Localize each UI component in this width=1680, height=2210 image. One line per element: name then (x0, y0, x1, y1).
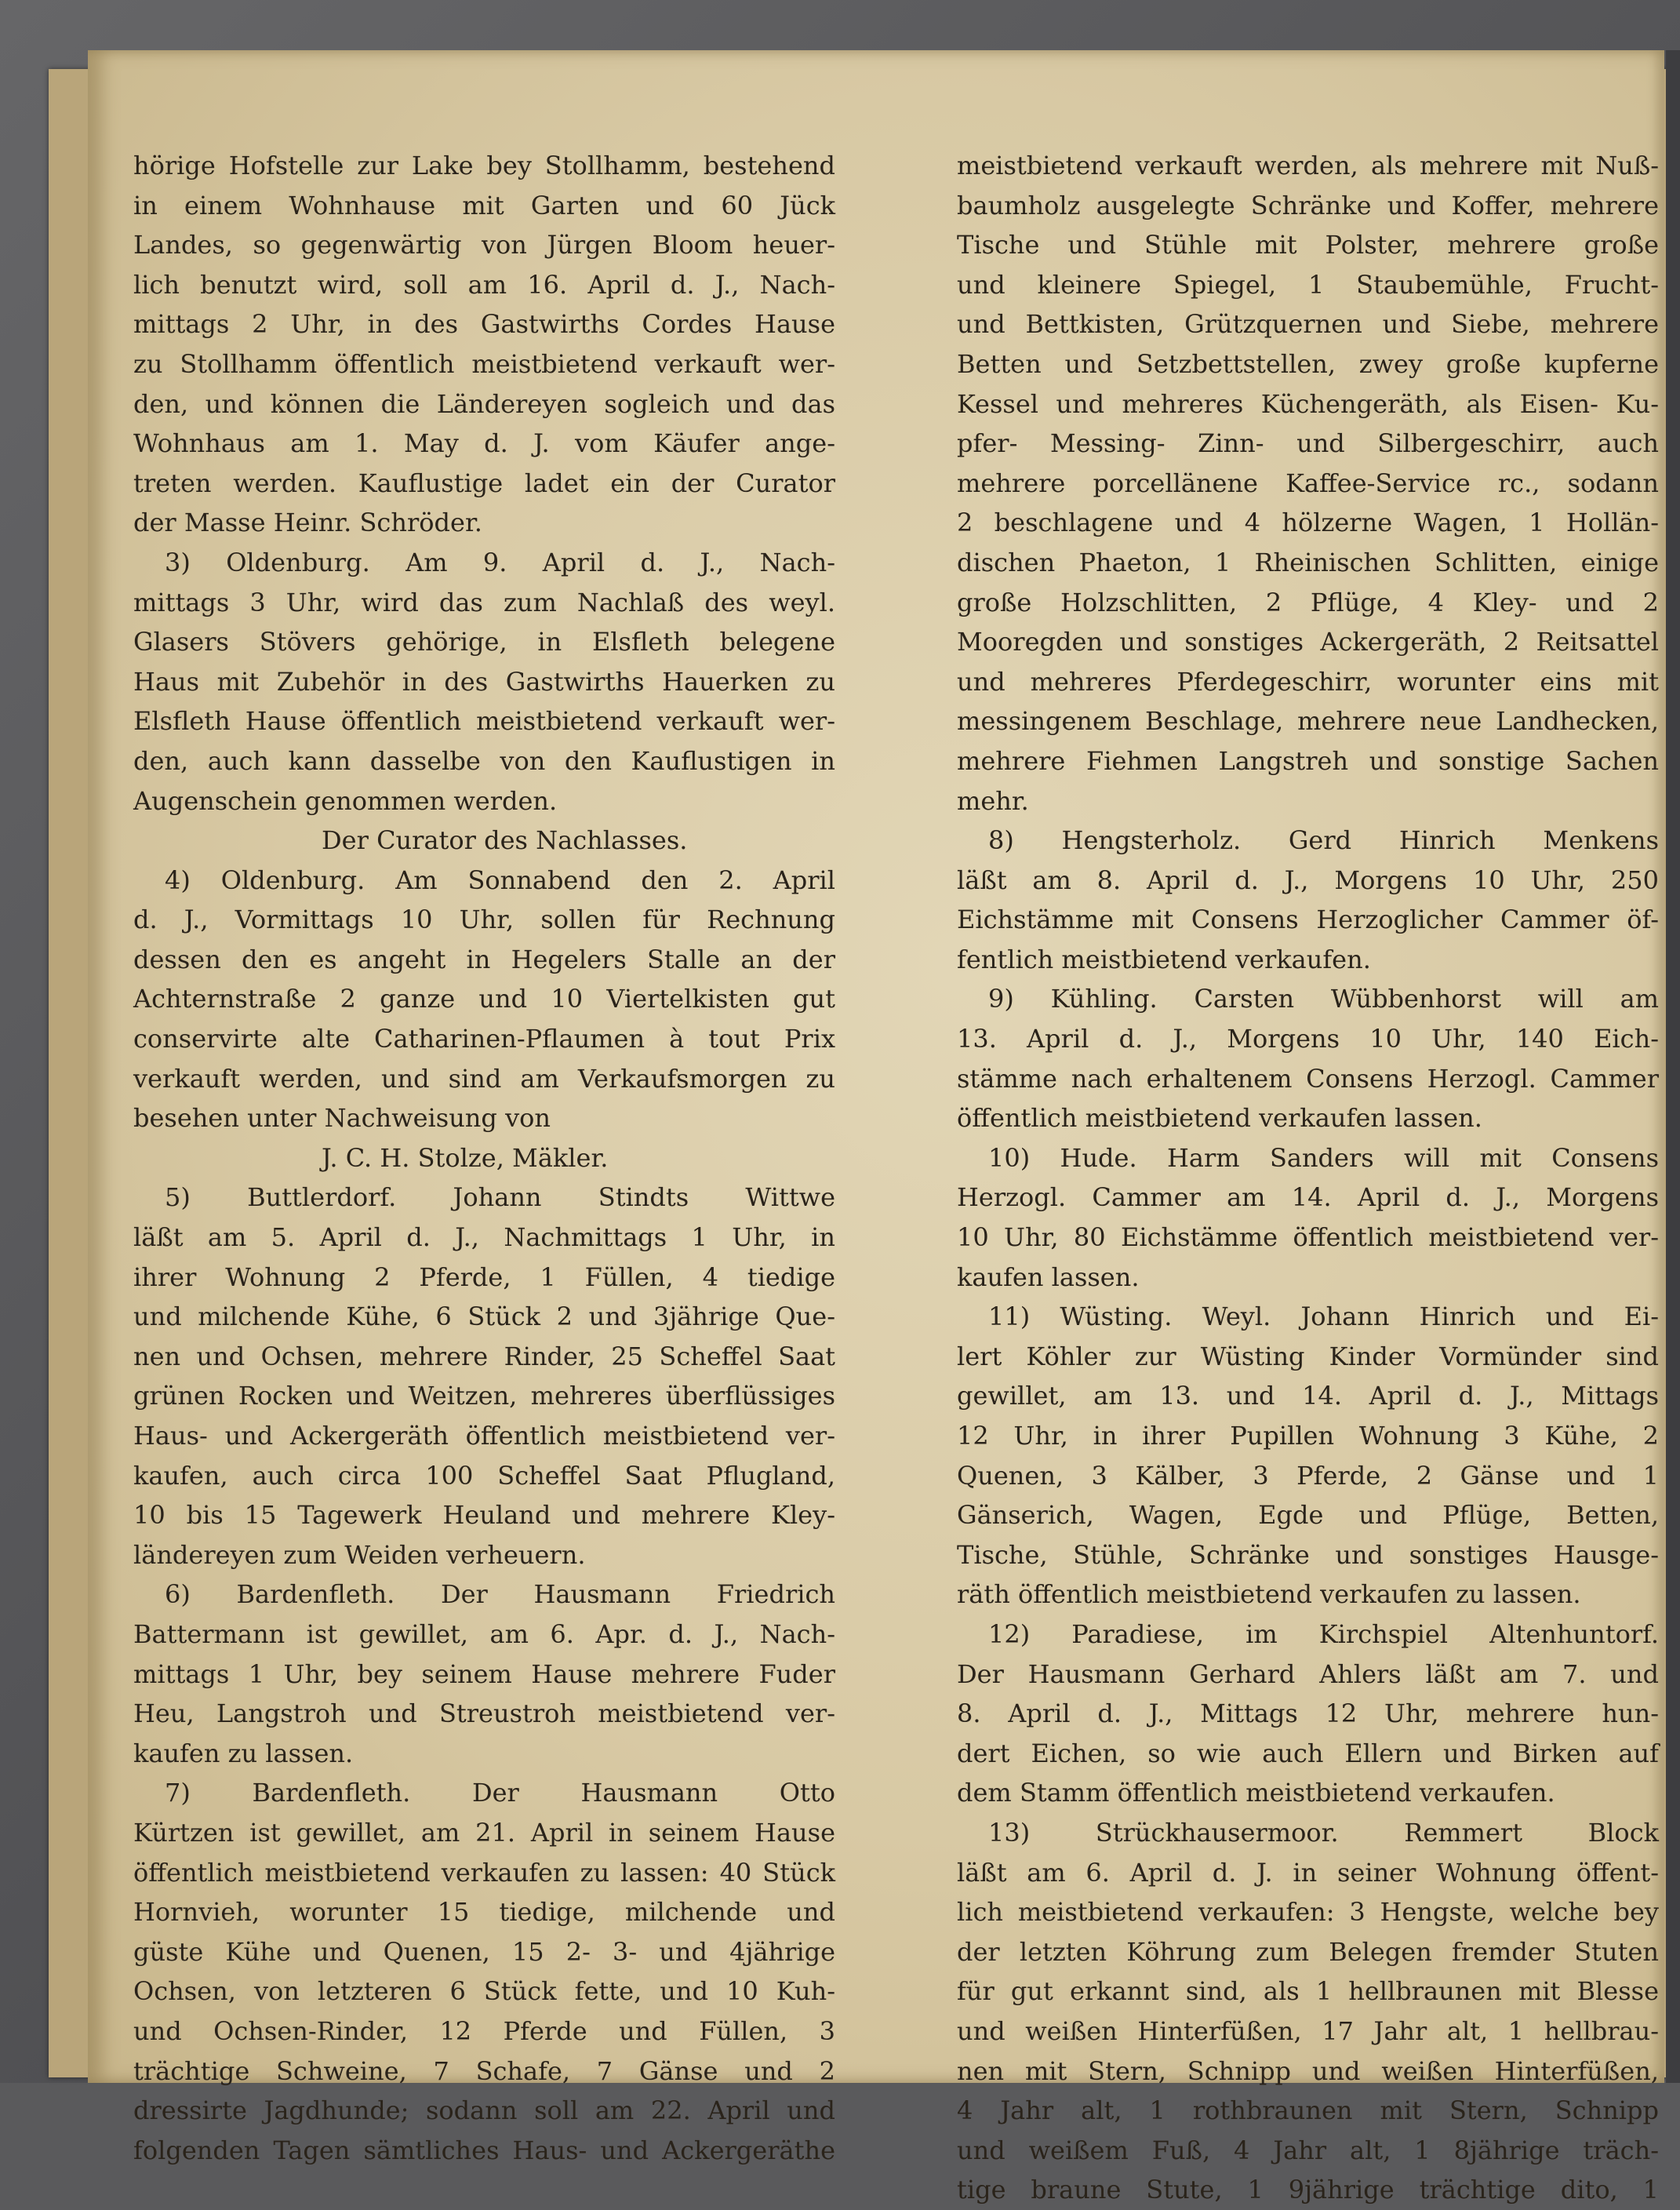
text-line: zu Stollhamm öffentlich meistbietend verkauft wer- (133, 348, 835, 379)
text-line: Der Hausmann Gerhard Ahlers läßt am 7. und (957, 1658, 1659, 1689)
text-line: und weißen Hinterfüßen, 17 Jahr alt, 1 hellbrau- (957, 2015, 1659, 2046)
text-line: Betten und Setzbettstellen, zwey große kupferne (957, 348, 1659, 379)
text-line: mittags 2 Uhr, in des Gastwirths Cordes Hause (133, 309, 835, 340)
text-line: Tische und Stühle mit Polster, mehrere große (957, 230, 1659, 260)
text-line: ländereyen zum Weiden verheuern. (133, 1539, 586, 1570)
text-line: und kleinere Spiegel, 1 Staubemühle, Frucht- (957, 269, 1659, 300)
text-line: 10) Hude. Harm Sanders will mit Consens (988, 1142, 1659, 1173)
text-line: lich meistbietend verkaufen: 3 Hengste, welche bey (957, 1897, 1659, 1928)
text-line: stämme nach erhaltenem Consens Herzogl. Cammer (957, 1063, 1659, 1094)
text-line: baumholz ausgelegte Schränke und Koffer, mehrere (957, 190, 1659, 220)
text-line: meistbietend verkauft werden, als mehrere mit Nuß- (957, 151, 1659, 180)
text-line: mittags 1 Uhr, bey seinem Hause mehrere Fuder (133, 1658, 835, 1689)
text-line: fentlich meistbietend verkaufen. (957, 944, 1371, 974)
text-line: mehrere porcellänene Kaffee-Service rc., sodann (957, 468, 1659, 498)
text-line: pfer- Messing- Zinn- und Silbergeschirr, auch (957, 428, 1659, 459)
text-line: treten werden. Kauflustige ladet ein der Curator (133, 468, 835, 498)
text-line: lert Köhler zur Wüsting Kinder Vormünder sind (957, 1341, 1659, 1371)
text-line: 13) Strückhausermoor. Remmert Block (988, 1817, 1659, 1848)
text-line: läßt am 8. April d. J., Morgens 10 Uhr, 250 (957, 865, 1659, 895)
text-line: 5) Buttlerdorf. Johann Stindts Wittwe (165, 1182, 835, 1213)
text-line: dischen Phaeton, 1 Rheinischen Schlitten, einige (957, 547, 1659, 577)
text-line: 12 Uhr, in ihrer Pupillen Wohnung 3 Kühe, 2 (957, 1421, 1659, 1451)
text-line: läßt am 6. April d. J. in seiner Wohnung öffent- (957, 1857, 1659, 1888)
text-line: 8. April d. J., Mittags 12 Uhr, mehrere hun- (957, 1698, 1659, 1729)
text-line: 10 bis 15 Tagewerk Heuland und mehrere Kley- (133, 1500, 835, 1531)
text-line: trächtige Schweine, 7 Schafe, 7 Gänse und 2 (133, 2055, 835, 2086)
text-line: 2 beschlagene und 4 hölzerne Wagen, 1 Hollän- (957, 508, 1659, 538)
text-line: 7) Bardenfleth. Der Hausmann Otto (165, 1778, 835, 1808)
text-line: mittags 3 Uhr, wird das zum Nachlaß des weyl. (133, 587, 835, 617)
text-line: 4 Jahr alt, 1 rothbraunen mit Stern, Schnipp (957, 2095, 1659, 2126)
text-line: Glasers Stövers gehörige, in Elsfleth belegene (133, 627, 835, 657)
text-line: Ochsen, von letzteren 6 Stück fette, und 10 Kuh- (133, 1976, 835, 2007)
text-line: grünen Rocken und Weitzen, mehreres überflüssiges (133, 1381, 835, 1411)
text-line: kaufen lassen. (957, 1262, 1140, 1292)
text-line: für gut erkannt sind, als 1 hellbraunen mit Blesse (957, 1976, 1659, 2007)
text-line: kaufen zu lassen. (133, 1738, 354, 1768)
text-line: nen mit Stern, Schnipp und weißen Hinterfüßen, (957, 2055, 1659, 2086)
text-line: Quenen, 3 Kälber, 3 Pferde, 2 Gänse und 1 (957, 1460, 1659, 1491)
text-line: messingenem Beschlage, mehrere neue Landhecken, (957, 706, 1659, 737)
text-line: Mooregden und sonstiges Ackergeräth, 2 Reitsattel (957, 627, 1659, 657)
text-line: Elsfleth Hause öffentlich meistbietend verkauft wer- (133, 706, 835, 737)
text-line: 10 Uhr, 80 Eichstämme öffentlich meistbietend ver- (957, 1222, 1659, 1253)
text-line: in einem Wohnhause mit Garten und 60 Jück (133, 190, 835, 220)
text-line: dert Eichen, so wie auch Ellern und Birken auf (957, 1738, 1659, 1768)
text-line: der letzten Köhrung zum Belegen fremder Stuten (957, 1936, 1659, 1967)
text-line: Battermann ist gewillet, am 6. Apr. d. J., Nach- (133, 1618, 835, 1649)
text-line: 4) Oldenburg. Am Sonnabend den 2. April (165, 865, 835, 895)
text-line: Herzogl. Cammer am 14. April d. J., Morgens (957, 1182, 1659, 1213)
text-line: Landes, so gegenwärtig von Jürgen Bloom heuer- (133, 230, 835, 260)
text-line: verkauft werden, und sind am Verkaufsmorgen zu (133, 1063, 835, 1094)
text-line: conservirte alte Catharinen-Pflaumen à tout Prix (133, 1024, 835, 1054)
text-line: nen und Ochsen, mehrere Rinder, 25 Scheffel Saat (133, 1341, 835, 1371)
text-line: J. C. H. Stolze, Mäkler. (322, 1142, 609, 1173)
text-line: Eichstämme mit Consens Herzoglicher Cammer öf- (957, 905, 1659, 935)
text-line: Hornvieh, worunter 15 tiedige, milchende und (133, 1897, 835, 1928)
text-line: d. J., Vormittags 10 Uhr, sollen für Rechnung (133, 905, 835, 935)
text-line: dessen den es angeht in Hegelers Stalle an der (133, 944, 835, 974)
text-line: öffentlich meistbietend verkaufen lassen. (957, 1103, 1482, 1134)
text-column-right (957, 146, 1659, 2210)
text-line: dem Stamm öffentlich meistbietend verkaufen. (957, 1778, 1555, 1808)
text-line: Wohnhaus am 1. May d. J. vom Käufer ange- (133, 428, 835, 459)
text-line: kaufen, auch circa 100 Scheffel Saat Pflugland, (133, 1460, 835, 1491)
text-line: mehrere Fiehmen Langstreh und sonstige Sachen (957, 745, 1659, 776)
text-line: mehr. (957, 785, 1029, 816)
text-line: güste Kühe und Quenen, 15 2- 3- und 4jährige (133, 1936, 835, 1967)
text-line: 6) Bardenfleth. Der Hausmann Friedrich (165, 1579, 835, 1610)
next-page-edge (1666, 50, 1680, 2083)
text-line: Haus mit Zubehör in des Gastwirths Hauerken zu (133, 666, 835, 697)
text-line: Heu, Langstroh und Streustroh meistbietend ver- (133, 1698, 835, 1729)
text-line: 3) Oldenburg. Am 9. April d. J., Nach- (165, 547, 835, 577)
text-line: den, und können die Ländereyen sogleich und das (133, 388, 835, 419)
text-line: folgenden Tagen sämtliches Haus- und Ackergeräthe (133, 2135, 835, 2165)
text-line: Kürtzen ist gewillet, am 21. April in seinem Hause (133, 1817, 835, 1848)
text-line: und Bettkisten, Grützquernen und Siebe, mehrere (957, 309, 1659, 340)
text-line: 8) Hengsterholz. Gerd Hinrich Menkens (988, 825, 1659, 856)
text-line: den, auch kann dasselbe von den Kauflustigen in (133, 745, 835, 776)
text-line: 13. April d. J., Morgens 10 Uhr, 140 Eich- (957, 1024, 1659, 1054)
text-line: 11) Wüsting. Weyl. Johann Hinrich und Ei- (988, 1302, 1659, 1332)
text-line: gewillet, am 13. und 14. April d. J., Mittags (957, 1381, 1659, 1411)
text-line: und Ochsen-Rinder, 12 Pferde und Füllen, 3 (133, 2015, 835, 2046)
text-line: besehen unter Nachweisung von (133, 1103, 551, 1134)
text-line: Kessel und mehreres Küchengeräth, als Eisen- Ku- (957, 388, 1659, 419)
text-line: 12) Paradiese, im Kirchspiel Altenhuntorf. (988, 1618, 1659, 1649)
text-line: öffentlich meistbietend verkaufen zu lassen: 40 Stück (133, 1857, 835, 1888)
text-line: tige braune Stute, 1 9jährige trächtige dito, 1 (957, 2175, 1659, 2205)
text-line: ihrer Wohnung 2 Pferde, 1 Füllen, 4 tiedige (133, 1262, 835, 1292)
text-line: und mehreres Pferdegeschirr, worunter eins mit (957, 666, 1659, 697)
text-line: räth öffentlich meistbietend verkaufen zu lassen. (957, 1579, 1581, 1610)
text-line: und milchende Kühe, 6 Stück 2 und 3jährige Que- (133, 1302, 835, 1332)
text-column-left (133, 146, 835, 2170)
text-line: Augenschein genommen werden. (133, 785, 558, 816)
text-line: Der Curator des Nachlasses. (322, 825, 688, 856)
text-line: hörige Hofstelle zur Lake bey Stollhamm, bestehend (133, 151, 835, 180)
text-line: Tische, Stühle, Schränke und sonstiges Hausge- (957, 1539, 1659, 1570)
text-line: lich benutzt wird, soll am 16. April d. J., Nach- (133, 269, 835, 300)
text-line: dressirte Jagdhunde; sodann soll am 22. April und (133, 2095, 835, 2126)
text-line: der Masse Heinr. Schröder. (133, 508, 482, 538)
text-line: große Holzschlitten, 2 Pflüge, 4 Kley- und 2 (957, 587, 1659, 617)
text-line: Gänserich, Wagen, Egde und Pflüge, Betten, (957, 1500, 1659, 1531)
text-line: und weißem Fuß, 4 Jahr alt, 1 8jährige träch- (957, 2135, 1659, 2165)
text-line: Achternstraße 2 ganze und 10 Viertelkisten gut (133, 984, 835, 1014)
text-line: läßt am 5. April d. J., Nachmittags 1 Uhr, in (133, 1222, 835, 1253)
text-line: Haus- und Ackergeräth öffentlich meistbietend ver- (133, 1421, 835, 1451)
text-line: 9) Kühling. Carsten Wübbenhorst will am (988, 984, 1659, 1014)
